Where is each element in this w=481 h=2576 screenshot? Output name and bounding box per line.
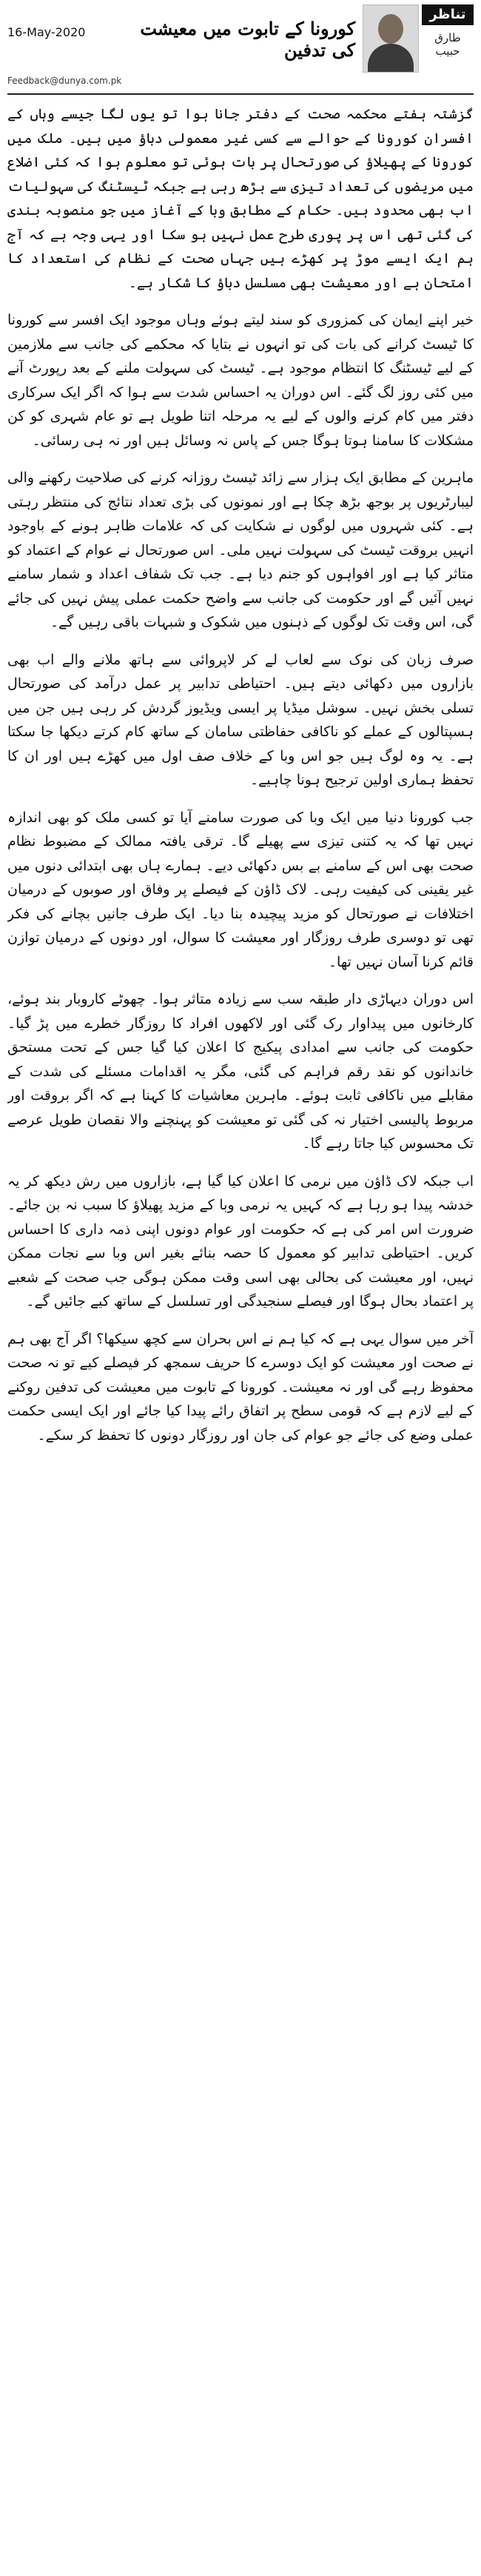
article-paragraph: گزشتہ ہفتے محکمہ صحت کے دفتر جانا ہوا تو یوں لگا جیسے وہاں کے افسران کورونا کے حوالے سے کسی غیر معمولی دباؤ میں ہیں۔ ملک میں کورونا کے پھیلاؤ کی صورتحال پر بات ہوئی تو معلوم ہوا کہ کئی اضلاع میں مریضوں کی تعداد تیزی سے بڑھ رہی ہے جبکہ ٹیسٹنگ کی سہولیات اب بھی محدود ہیں۔ حکام کے مطابق وبا کے آغاز میں جو منصوبہ بندی کی گئی تھی اس پر پوری طرح عمل نہیں ہو سکا اور یہی وجہ ہے کہ آج ہم ایک ایسے موڑ پر کھڑے ہیں جہاں صحت کے نظام کی استعداد کا امتحان ہے اور معیشت بھی مسلسل دباؤ کا شکار ہے۔: [7, 106, 474, 291]
feedback-email: Feedback@dunya.com.pk: [7, 76, 122, 86]
article-title: کورونا کے تابوت میں معیشت کی تدفین: [140, 18, 355, 61]
article-paragraph: صرف زبان کی نوک سے لعاب لے کر لاپروائی سے ہاتھ ملانے والے اب بھی بازاروں میں دکھائی دیتے ہیں۔ احتیاطی تدابیر پر عمل درآمد کی صورتحال تسلی بخش نہیں۔ سوشل میڈیا پر ایسی ویڈیوز گردش کر رہی ہیں جن میں ہسپتالوں کے عملے کو ناکافی حفاظتی سامان کے ساتھ کام کرتے دیکھا جا سکتا ہے۔ یہ وہ لوگ ہیں جو اس وبا کے خلاف صف اول میں کھڑے ہیں اور ان کا تحفظ ہماری اولین ترجیح ہونا چاہیے۔: [7, 651, 474, 788]
article-paragraph: اس دوران دیہاڑی دار طبقہ سب سے زیادہ متاثر ہوا۔ چھوٹے کاروبار بند ہوئے، کارخانوں میں پیداوار رک گئی اور لاکھوں افراد کا روزگار خطرے میں پڑ گیا۔ حکومت کی جانب سے امدادی پیکیج کا اعلان کیا گیا جس کے تحت مستحق خاندانوں کو نقد رقم فراہم کی گئی، مگر یہ اقدامات مسئلے کی شدت کے مقابلے میں ناکافی ثابت ہوئے۔ ماہرین معاشیات کا کہنا ہے کہ اگر بروقت اور مربوط پالیسی اختیار نہ کی گئی تو معیشت کو پہنچنے والا نقصان طویل عرصے تک محسوس کیا جاتا رہے گا۔: [7, 991, 474, 1152]
article-paragraph: اب جبکہ لاک ڈاؤن میں نرمی کا اعلان کیا گیا ہے، بازاروں میں رش دیکھ کر یہ خدشہ پیدا ہو رہا ہے کہ کہیں یہ نرمی وبا کے مزید پھیلاؤ کا سبب نہ بن جائے۔ ضرورت اس امر کی ہے کہ حکومت اور عوام دونوں اپنی ذمہ داری کا احساس کریں۔ احتیاطی تدابیر کو معمول کا حصہ بنائے بغیر اس وبا سے نجات ممکن نہیں، اور معیشت کی بحالی بھی اسی وقت ممکن ہوگی جب صحت کے شعبے پر اعتماد بحال ہوگا اور فیصلے سنجیدگی اور تسلسل کے ساتھ کیے جائیں گے۔: [7, 1172, 474, 1309]
column-brand-logo: تناظر: [422, 4, 474, 25]
author-photo: [363, 4, 419, 73]
article-paragraph: جب کورونا دنیا میں ایک وبا کی صورت سامنے آیا تو کسی ملک کو بھی اندازہ نہیں تھا کہ یہ کتنی تیزی سے پھیلے گا۔ ترقی یافتہ ممالک کے مضبوط نظام صحت بھی اس کے سامنے بے بس دکھائی دیے۔ ہمارے ہاں بھی ابتدائی دنوں میں غیر یقینی کی کیفیت رہی۔ لاک ڈاؤن کے فیصلے پر وفاق اور صوبوں کے درمیان اختلافات نے صورتحال کو مزید پیچیدہ بنا دیا۔ ایک طرف جانیں بچانے کی فکر تھی تو دوسری طرف روزگار اور معیشت کا سوال، اور دونوں کے درمیان توازن قائم کرنا آسان نہیں تھا۔: [7, 809, 474, 970]
article-paragraph: خیر اپنے ایمان کی کمزوری کو سند لیتے ہوئے وہاں موجود ایک افسر سے کورونا کا ٹیسٹ کرانے کی بات کی تو انہوں نے بتایا کہ محکمے کی جانب سے ملازمین کے لیے ٹیسٹنگ کا انتظام موجود ہے۔ ٹیسٹ کی سہولت ملنے کے بعد رپورٹ آنے میں کئی روز لگ گئے۔ اس دوران یہ احساس شدت سے ہوا کہ اگر ایک سرکاری دفتر میں کام کرنے والوں کے لیے یہ مرحلہ اتنا طویل ہے تو عام شہری کو کن مشکلات کا سامنا ہوتا ہوگا جس کے پاس نہ وسائل ہیں اور نہ ہی رسائی۔: [7, 312, 474, 449]
column-header: [7, 4, 474, 95]
publish-date: 16-May-2020: [7, 25, 86, 39]
article-paragraph: ماہرین کے مطابق ایک ہزار سے زائد ٹیسٹ روزانہ کرنے کی صلاحیت رکھنے والی لیبارٹریوں پر بوجھ بڑھ چکا ہے اور نمونوں کی بڑی تعداد نتائج کی منتظر رہتی ہے۔ کئی شہروں میں لوگوں نے شکایت کی کہ علامات ظاہر ہونے کے باوجود انہیں بروقت ٹیسٹ کی سہولت نہیں ملی۔ اس صورتحال نے عوام کے اعتماد کو متاثر کیا ہے اور افواہوں کو جنم دیا ہے۔ جب تک شفاف اعداد و شمار سامنے نہیں آئیں گے اور حکومت کی جانب سے واضح حکمت عملی پیش نہیں کی جائے گی، اس وقت تک لوگوں کے ذہنوں میں شکوک و شبہات باقی رہیں گے۔: [7, 470, 474, 630]
article-body: [7, 102, 474, 2561]
masthead: [363, 4, 474, 86]
author-photo-shoulders: [368, 44, 414, 73]
author-photo-head: [378, 14, 403, 44]
article-paragraph: آخر میں سوال یہی ہے کہ کیا ہم نے اس بحران سے کچھ سیکھا؟ اگر آج بھی ہم نے صحت اور معیشت کو ایک دوسرے کا حریف سمجھ کر فیصلے کیے تو نہ صحت محفوظ رہے گی اور نہ معیشت۔ کورونا کے تابوت میں معیشت کی تدفین روکنے کے لیے لازم ہے کہ قومی سطح پر اتفاق رائے پیدا کیا جائے اور ایک ایسی حکمت عملی وضع کی جائے جو عوام کی جان اور روزگار دونوں کا تحفظ کر سکے۔: [7, 1330, 474, 1444]
author-name: طارق حبیب: [434, 31, 461, 58]
